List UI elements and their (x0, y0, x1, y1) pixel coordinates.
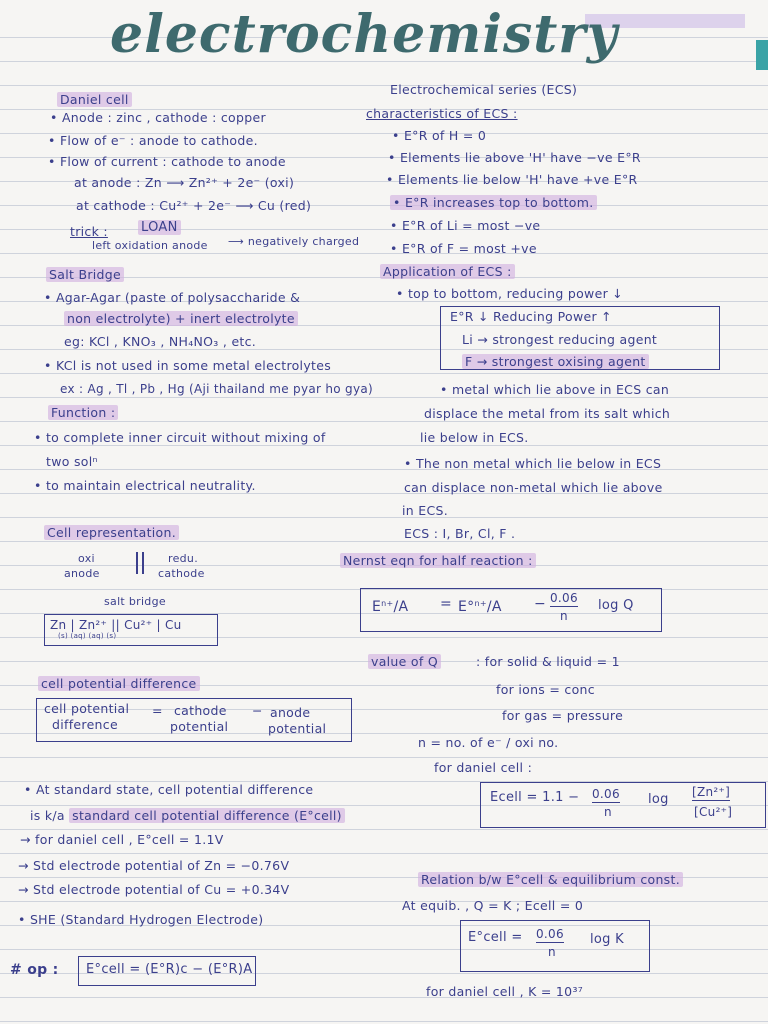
q-line-3: for gas = pressure (502, 708, 624, 723)
cpd-c1: cathode (174, 703, 227, 718)
std-line-3: → for daniel cell , E°cell = 1.1V (20, 832, 224, 847)
std-line-5: → Std electrode potential of Cu = +0.34V (18, 882, 290, 897)
imp-label: # op : (10, 962, 59, 978)
daniel-heading: Daniel cell (57, 92, 132, 108)
nernst-log: log Q (598, 598, 634, 613)
cellrep-cathode: cathode (158, 567, 205, 580)
nernst-daniel-fnum: [Zn²⁺] (692, 785, 731, 799)
ecs-application: Application of ECS : (380, 264, 515, 280)
salt-heading: Salt Bridge (46, 267, 124, 283)
relation-box-num: 0.06 (536, 927, 564, 941)
relation-line-1: At equib. , Q = K ; Ecell = 0 (402, 898, 584, 913)
daniel-line-4: at anode : Zn ⟶ Zn²⁺ + 2e⁻ (oxi) (74, 175, 295, 190)
relation-box-lhs: E°cell = (468, 930, 523, 945)
daniel-line-1: • Anode : zinc , cathode : copper (50, 110, 266, 125)
cpd-b1: cell potential (44, 701, 130, 716)
function-heading: Function : (48, 405, 118, 421)
relation-box-log: log K (590, 932, 624, 947)
nernst-e0: E°$^{n+}$/A (458, 599, 502, 615)
nernst-den: n (560, 609, 568, 623)
nernst-daniel-den: n (604, 805, 612, 819)
cpd-a2: potential (268, 721, 327, 736)
ecs-c4: • E°R increases top to bottom. (390, 195, 597, 211)
cellrep-heading: Cell representation. (44, 525, 179, 541)
function-line-3: • to maintain electrical neutrality. (34, 478, 256, 493)
cellrep-oxi: oxi (78, 552, 95, 565)
cellrep-bars (134, 552, 146, 574)
function-line-2: two solⁿ (46, 454, 98, 469)
q-label: value of Q (368, 654, 441, 670)
cellrep-states: (s) (aq) (aq) (s) (58, 632, 117, 640)
cpd-eq: = (152, 703, 163, 718)
bookmark-tab (756, 40, 768, 70)
cpd-c2: potential (170, 719, 229, 734)
nernst-lhs: $E^{n+}/A$ (372, 599, 409, 615)
cpd-a1: anode (270, 705, 311, 720)
relation-heading: Relation b/w E°cell & equilibrium const. (418, 872, 683, 888)
relation-box-den: n (548, 945, 556, 959)
ecs-heading: Electrochemical series (ECS) (390, 82, 578, 97)
nernst-daniel-fden: [Cu²⁺] (694, 805, 733, 819)
ecs-box-line-3: F → strongest oxising agent (462, 354, 649, 370)
nernst-num: 0.06 (550, 591, 578, 605)
cellrep-formula: Zn | Zn²⁺ || Cu²⁺ | Cu (50, 618, 182, 632)
ecs-characteristics: characteristics of ECS : (366, 106, 518, 121)
q-line-1: : for solid & liquid = 1 (476, 654, 620, 669)
cellrep-saltbridge: salt bridge (104, 595, 166, 608)
cpd-heading: cell potential difference (38, 676, 200, 692)
relation-last: for daniel cell , K = 10³⁷ (426, 984, 584, 999)
nernst-daniel-num: 0.06 (592, 787, 620, 801)
cellrep-anode: anode (64, 567, 100, 580)
std-line-4: → Std electrode potential of Zn = −0.76V (18, 858, 290, 873)
ecs-c2: • Elements lie above 'H' have −ve E°R (388, 150, 641, 165)
nernst-daniel-lhs: Ecell = 1.1 − (490, 790, 580, 805)
cpd-b2: difference (52, 717, 118, 732)
page-title: electrochemistry (110, 4, 618, 65)
nernst-minus: − (534, 596, 547, 612)
trick-arrow: ⟶ negatively charged (228, 235, 360, 248)
ecs-n2: can displace non-metal which lie above (404, 480, 663, 495)
cpd-minus: − (252, 703, 263, 718)
std-line-1: • At standard state, cell potential difference (24, 782, 314, 797)
nernst-daniel: for daniel cell : (434, 760, 533, 775)
ecs-m2: displace the metal from its salt which (424, 406, 671, 421)
ecs-m3: lie below in ECS. (420, 430, 529, 445)
ecs-c6: • E°R of F = most +ve (390, 241, 537, 256)
daniel-line-5: at cathode : Cu²⁺ + 2e⁻ ⟶ Cu (red) (76, 198, 312, 213)
function-line-1: • to complete inner circuit without mixing of (34, 430, 326, 445)
ecs-c5: • E°R of Li = most −ve (390, 218, 541, 233)
ecs-a1: • top to bottom, reducing power ↓ (396, 286, 624, 301)
nernst-heading: Nernst eqn for half reaction : (340, 553, 536, 569)
imp-formula: E°cell = (E°R)c − (E°R)A (86, 962, 253, 977)
nernst-daniel-log: log (648, 792, 669, 807)
ecs-box-line-2: Li → strongest reducing agent (462, 332, 658, 347)
trick-word: LOAN (138, 220, 181, 236)
salt-line-1: • Agar-Agar (paste of polysaccharide & (44, 290, 301, 305)
ecs-n4: ECS : I, Br, Cl, F . (404, 526, 516, 541)
trick-note: left oxidation anode (92, 239, 208, 252)
ecs-m1: • metal which lie above in ECS can (440, 382, 670, 397)
std-line-2: is k/a standard cell potential difference (E°cell) (30, 808, 345, 824)
ecs-c1: • E°R of H = 0 (392, 128, 487, 143)
salt-line-3: eg: KCl , KNO₃ , NH₄NO₃ , etc. (64, 334, 257, 349)
nernst-eq: = (440, 596, 453, 612)
salt-line-2: non electrolyte) + inert electrolyte (64, 311, 298, 327)
ecs-box-line-1: E°R ↓ Reducing Power ↑ (450, 309, 612, 324)
q-line-2: for ions = conc (496, 682, 595, 697)
ecs-c3: • Elements lie below 'H' have +ve E°R (386, 172, 638, 187)
daniel-line-3: • Flow of current : cathode to anode (48, 154, 286, 169)
trick-label: trick : (70, 224, 108, 239)
salt-line-4: • KCl is not used in some metal electrolytes (44, 358, 332, 373)
salt-line-5: ex : Ag , Tl , Pb , Hg (Aji thailand me pyar ho gya) (60, 382, 373, 396)
ecs-n3: in ECS. (402, 503, 449, 518)
q-line-4: n = no. of e⁻ / oxi no. (418, 735, 559, 750)
std-line-6: • SHE (Standard Hydrogen Electrode) (18, 912, 264, 927)
cellrep-redu: redu. (168, 552, 198, 565)
daniel-line-2: • Flow of e⁻ : anode to cathode. (48, 133, 258, 148)
ecs-n1: • The non metal which lie below in ECS (404, 456, 662, 471)
